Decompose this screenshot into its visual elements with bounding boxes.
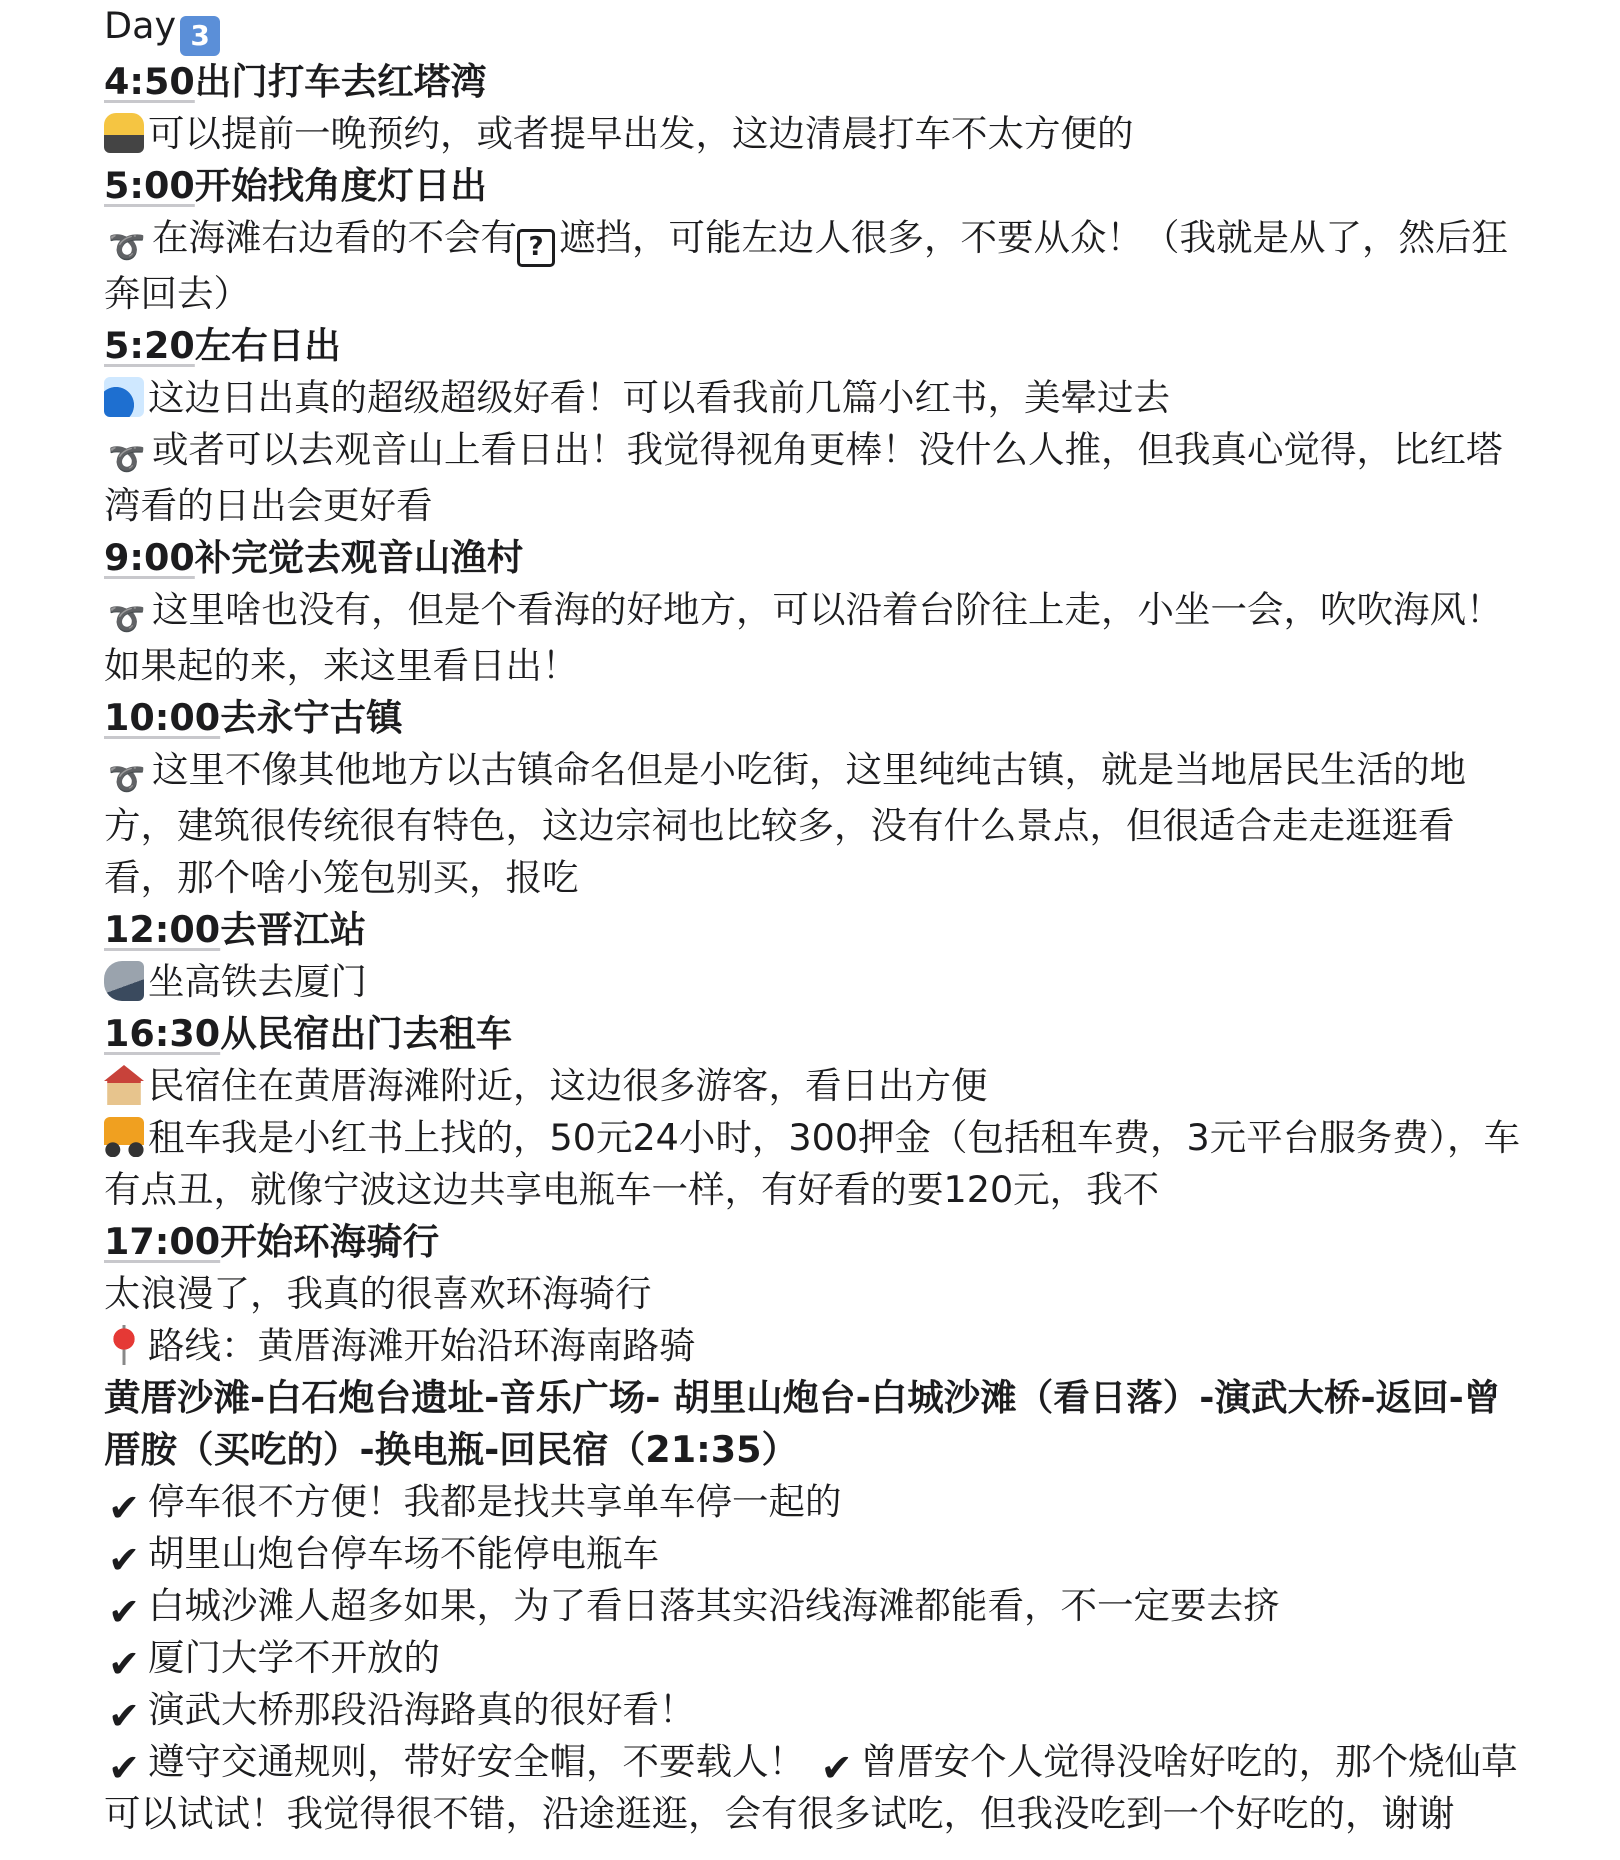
note-line xyxy=(104,1268,1524,1320)
schedule-heading xyxy=(104,904,1524,956)
note-text: 租车我是小红书上找的，50元24小时，300押金（包括租车费，3元平台服务费），车有点丑，就像宁波这边共享电瓶车一样，有好看的要120元，我不 xyxy=(104,1116,1521,1211)
tip-line xyxy=(104,1528,1524,1580)
note-line xyxy=(104,744,1524,904)
note-line xyxy=(104,424,1524,532)
keycap-3-icon: 3 xyxy=(180,16,220,56)
tip-line xyxy=(104,1580,1524,1632)
time-label: 9:00 xyxy=(104,536,195,579)
note-text: 坐高铁去厦门 xyxy=(148,960,367,1003)
time-label: 5:20 xyxy=(104,324,195,367)
schedule-heading xyxy=(104,1008,1524,1060)
heading-text: 开始环海骑行 xyxy=(220,1220,440,1263)
note-text: 这边日出真的超级超级好看！可以看我前几篇小红书，美晕过去 xyxy=(148,376,1170,419)
tip-line xyxy=(104,1736,1524,1840)
time-label: 5:00 xyxy=(104,164,195,207)
heading-text: 补完觉去观音山渔村 xyxy=(194,536,524,579)
tip-text: 白城沙滩人超多如果，为了看日落其实沿线海滩都能看，不一定要去挤 xyxy=(148,1584,1280,1627)
check-mark-icon: ✔ xyxy=(108,1746,140,1790)
heading-text: 从民宿出门去租车 xyxy=(220,1012,513,1055)
note-line xyxy=(104,1112,1524,1216)
taxi-icon xyxy=(104,113,144,153)
schedule-heading xyxy=(104,532,1524,584)
note-line xyxy=(104,212,1524,320)
curly-loop-icon: ➰ xyxy=(108,230,144,265)
note-line xyxy=(104,956,1524,1008)
check-mark-icon: ✔ xyxy=(108,1642,140,1686)
schedule-heading xyxy=(104,56,1524,108)
note-text: 太浪漫了，我真的很喜欢环海骑行 xyxy=(104,1272,652,1315)
day-title-text: Day xyxy=(104,4,177,47)
bullet-train-icon xyxy=(104,961,144,1001)
heading-text: 去永宁古镇 xyxy=(220,696,403,739)
tip-text: 演武大桥那段沿海路真的很好看！ xyxy=(148,1688,696,1731)
note-body xyxy=(104,0,1524,1840)
tip-text: 遵守交通规则，带好安全帽，不要载人！ xyxy=(148,1740,805,1783)
schedule-heading xyxy=(104,1216,1524,1268)
heading-text: 左右日出 xyxy=(194,324,341,367)
note-line xyxy=(104,584,1524,692)
check-mark-icon: ✔ xyxy=(108,1590,140,1634)
check-mark-icon: ✔ xyxy=(108,1694,140,1738)
note-line xyxy=(104,1320,1524,1372)
note-text: 在海滩右边看的不会有 xyxy=(152,216,517,259)
note-text: 路线：黄厝海滩开始沿环海南路骑 xyxy=(148,1324,696,1367)
time-label: 17:00 xyxy=(104,1220,221,1263)
check-mark-icon: ✔ xyxy=(108,1486,140,1530)
time-label: 12:00 xyxy=(104,908,221,951)
house-icon xyxy=(104,1065,144,1105)
note-text: 这里啥也没有，但是个看海的好地方，可以沿着台阶往上走，小坐一会，吹吹海风！如果起的来，来这里看日出！ xyxy=(104,588,1503,687)
check-mark-icon: ✔ xyxy=(820,1746,853,1790)
tip-line xyxy=(104,1632,1524,1684)
tip-line xyxy=(104,1476,1524,1528)
heading-text: 出门打车去红塔湾 xyxy=(194,60,487,103)
note-text: 民宿住在黄厝海滩附近，这边很多游客，看日出方便 xyxy=(148,1064,988,1107)
note-text: 可以提前一晚预约，或者提早出发，这边清晨打车不太方便的 xyxy=(148,112,1134,155)
note-text: 遮挡，可能左边人很多，不要从众！（我就是从了，然后狂奔回去） xyxy=(104,216,1508,315)
note-line xyxy=(104,108,1524,160)
tip-text: 胡里山炮台停车场不能停电瓶车 xyxy=(148,1532,659,1575)
wave-icon xyxy=(104,377,144,417)
heading-text: 开始找角度灯日出 xyxy=(194,164,487,207)
note-text: 或者可以去观音山上看日出！我觉得视角更棒！没什么人推，但我真心觉得，比红塔湾看的日出会更好看 xyxy=(104,428,1503,527)
heading-text: 去晋江站 xyxy=(220,908,367,951)
time-label: 16:30 xyxy=(104,1012,221,1055)
schedule-heading xyxy=(104,320,1524,372)
question-box-icon: ? xyxy=(517,229,555,267)
time-label: 10:00 xyxy=(104,696,221,739)
tip-text: 曾厝安个人觉得没啥好吃的，那个烧仙草可以试试！我觉得很不错，沿途逛逛，会有很多试吃，但我没吃到一个好吃的，谢谢 xyxy=(104,1740,1518,1835)
curly-loop-icon: ➰ xyxy=(108,762,144,797)
curly-loop-icon: ➰ xyxy=(108,442,144,477)
note-line xyxy=(104,1060,1524,1112)
day-title xyxy=(104,0,1524,56)
schedule-heading xyxy=(104,692,1524,744)
scooter-icon xyxy=(104,1117,144,1157)
tip-text: 厦门大学不开放的 xyxy=(148,1636,440,1679)
schedule-heading xyxy=(104,160,1524,212)
curly-loop-icon: ➰ xyxy=(108,602,144,637)
time-label: 4:50 xyxy=(104,60,195,103)
note-line xyxy=(104,372,1524,424)
route-line: 黄厝沙滩-白石炮台遗址-音乐广场- 胡里山炮台-白城沙滩（看日落）-演武大桥-返回-曾厝胺（买吃的）-换电瓶-回民宿（21:35） xyxy=(104,1376,1501,1471)
note-text: 这里不像其他地方以古镇命名但是小吃街，这里纯纯古镇，就是当地居民生活的地方，建筑很传统很有特色，这边宗祠也比较多，没有什么景点，但很适合走走逛逛看看，那个啥小笼包别买，报吃 xyxy=(104,748,1466,899)
check-mark-icon: ✔ xyxy=(108,1538,140,1582)
tip-line xyxy=(104,1684,1524,1736)
tip-text: 停车很不方便！我都是找共享单车停一起的 xyxy=(148,1480,842,1523)
pin-icon xyxy=(104,1325,144,1365)
